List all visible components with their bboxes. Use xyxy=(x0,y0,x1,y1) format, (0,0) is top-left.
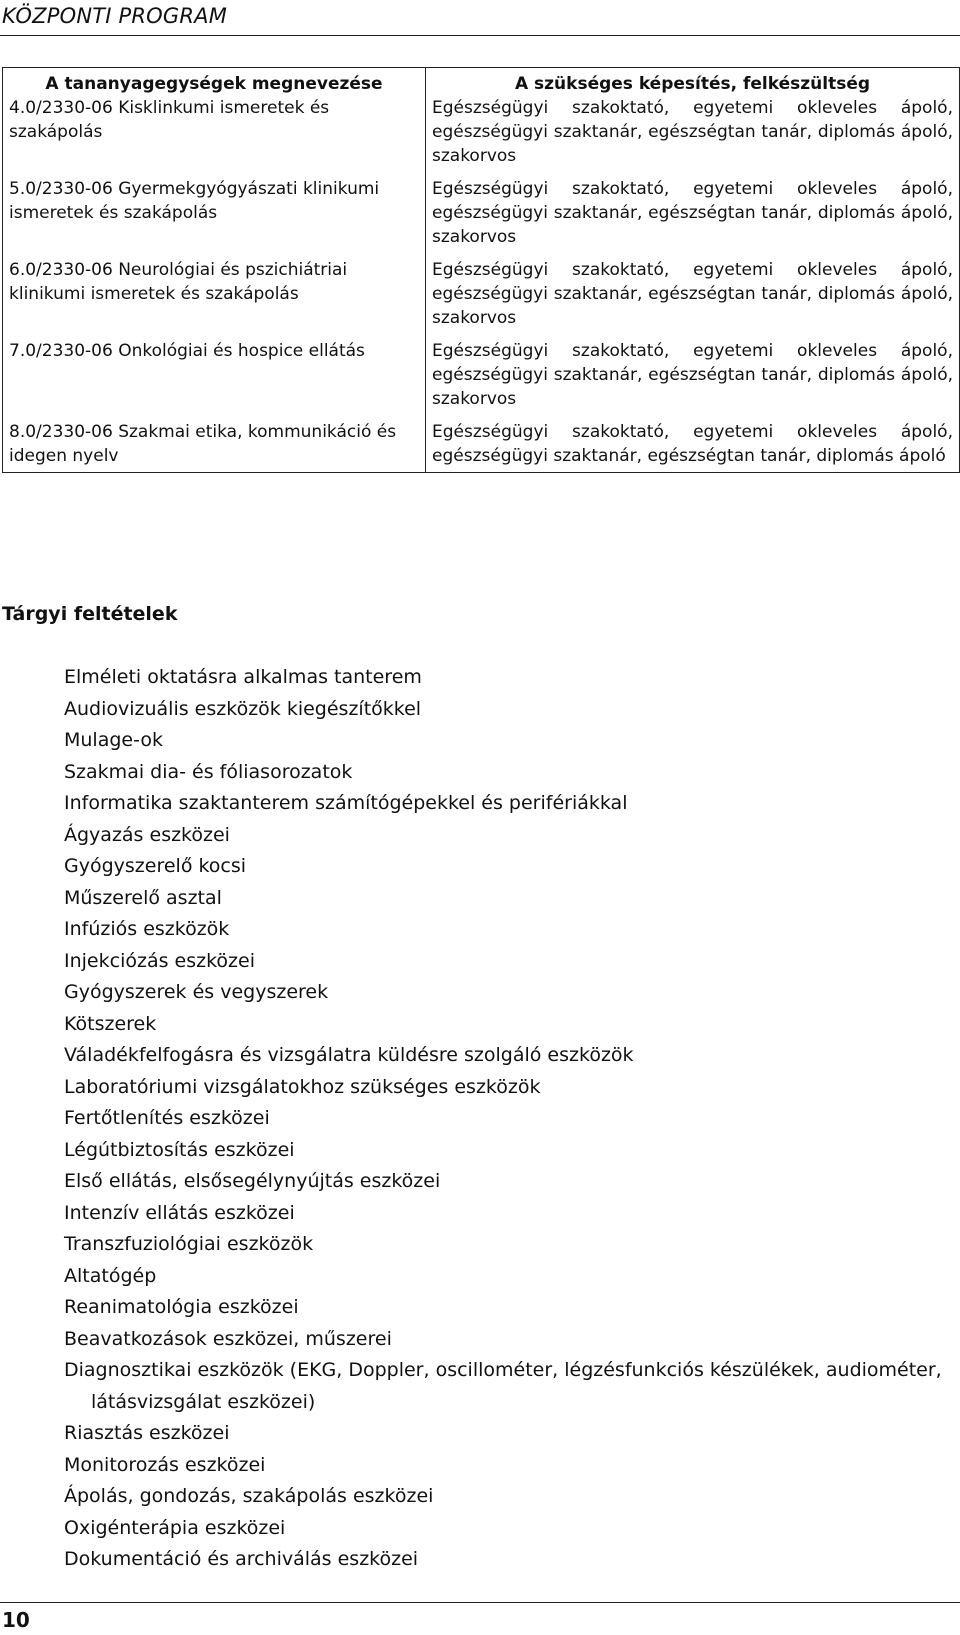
list-item: Ápolás, gondozás, szakápolás eszközei xyxy=(64,1485,434,1507)
qualification-cell: Egészségügyi szakoktató, egyetemi okleveles ápoló, egészségügyi szaktanár, egészségtan tanár, diplomás ápoló, szakorvos xyxy=(426,339,960,420)
column-header-unit: A tananyagegységek megnevezése xyxy=(3,68,426,97)
list-item: Beavatkozások eszközei, műszerei xyxy=(64,1327,392,1350)
table-row xyxy=(3,258,960,339)
table-row xyxy=(3,96,960,177)
list-item: Kötszerek xyxy=(64,1012,157,1035)
list-item: Riasztás eszközei xyxy=(64,1422,230,1444)
unit-name-cell: 5.0/2330-06 Gyermekgyógyászati klinikumi ismeretek és szakápolás xyxy=(3,177,426,258)
list-item: Altatógép xyxy=(64,1264,157,1287)
list-item: Elméleti oktatásra alkalmas tanterem xyxy=(64,666,422,688)
list-item: Injekciózás eszközei xyxy=(64,949,255,972)
running-title: KÖZPONTI PROGRAM xyxy=(2,4,228,28)
list-item: Gyógyszerelő kocsi xyxy=(64,855,247,877)
list-item: Laboratóriumi vizsgálatokhoz szükséges eszközök xyxy=(64,1075,541,1098)
list-item: Ágyazás eszközei xyxy=(64,823,230,846)
list-item: Infúziós eszközök xyxy=(64,918,230,940)
list-item: Monitorozás eszközei xyxy=(64,1453,266,1476)
list-item: Első ellátás, elsősegélynyújtás eszközei xyxy=(64,1170,441,1192)
list-item: Mulage-ok xyxy=(64,729,163,751)
list-item: Légútbiztosítás eszközei xyxy=(64,1138,295,1161)
qualification-cell: Egészségügyi szakoktató, egyetemi okleveles ápoló, egészségügyi szaktanár, egészségtan tanár, diplomás ápoló, szakorvos xyxy=(426,177,960,258)
list-item: Oxigénterápia eszközei xyxy=(64,1516,286,1539)
table-row xyxy=(3,177,960,258)
qualification-cell: Egészségügyi szakoktató, egyetemi okleveles ápoló, egészségügyi szaktanár, egészségtan tanár, diplomás ápoló xyxy=(426,420,960,473)
unit-name-cell: 8.0/2330-06 Szakmai etika, kommunikáció és idegen nyelv xyxy=(3,420,426,473)
column-header-qualification: A szükséges képesítés, felkészültség xyxy=(426,68,960,97)
list-item: Reanimatológia eszközei xyxy=(64,1296,299,1318)
unit-name-cell: 6.0/2330-06 Neurológiai és pszichiátriai klinikumi ismeretek és szakápolás xyxy=(3,258,426,339)
list-item: Intenzív ellátás eszközei xyxy=(64,1201,295,1224)
header-rule xyxy=(0,35,960,36)
qualification-cell: Egészségügyi szakoktató, egyetemi okleveles ápoló, egészségügyi szaktanár, egészségtan tanár, diplomás ápoló, szakorvos xyxy=(426,96,960,177)
qualification-table xyxy=(2,67,960,473)
list-item: Dokumentáció és archiválás eszközei xyxy=(64,1548,419,1570)
table-row xyxy=(3,420,960,473)
equipment-list xyxy=(64,662,956,1576)
list-item: Fertőtlenítés eszközei xyxy=(64,1107,270,1129)
list-item: Transzfuziológiai eszközök xyxy=(64,1233,314,1255)
list-item: Audiovizuális eszközök kiegészítőkkel xyxy=(64,697,422,720)
table-row xyxy=(3,339,960,420)
footer-rule xyxy=(0,1602,960,1603)
section-title: Tárgyi feltételek xyxy=(2,603,178,625)
unit-name-cell: 4.0/2330-06 Kisklinkumi ismeretek és szakápolás xyxy=(3,96,426,177)
unit-name-cell: 7.0/2330-06 Onkológiai és hospice ellátás xyxy=(3,339,426,420)
page-number: 10 xyxy=(2,1608,30,1632)
list-item: Gyógyszerek és vegyszerek xyxy=(64,981,329,1003)
list-item: Diagnosztikai eszközök (EKG, Doppler, oscillométer, légzésfunkciós készülékek, audiométer, látásvizsgálat eszközei) xyxy=(64,1359,942,1413)
table-header-row xyxy=(3,68,960,97)
qualification-cell: Egészségügyi szakoktató, egyetemi okleveles ápoló, egészségügyi szaktanár, egészségtan tanár, diplomás ápoló, szakorvos xyxy=(426,258,960,339)
list-item: Műszerelő asztal xyxy=(64,886,222,909)
list-item: Váladékfelfogásra és vizsgálatra küldésre szolgáló eszközök xyxy=(64,1044,634,1066)
list-item: Szakmai dia- és fóliasorozatok xyxy=(64,760,353,783)
list-item: Informatika szaktanterem számítógépekkel és perifériákkal xyxy=(64,792,628,814)
